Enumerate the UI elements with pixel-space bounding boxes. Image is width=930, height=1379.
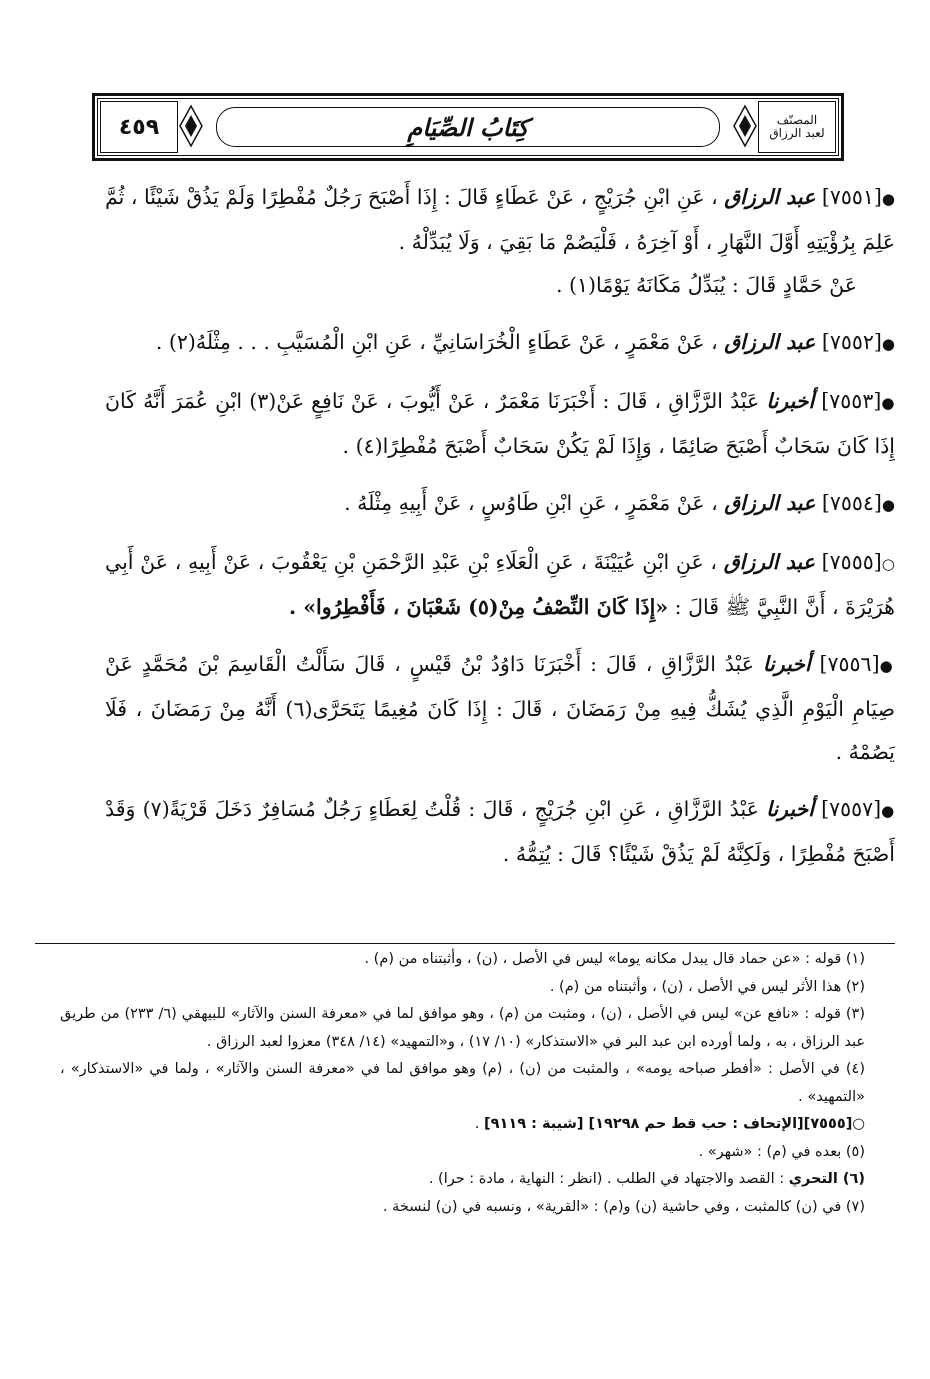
page-number-box — [100, 101, 178, 153]
paragraph-hammad — [105, 264, 895, 307]
title-band — [216, 107, 720, 147]
footnote-5 — [60, 1139, 865, 1167]
footnotes — [60, 946, 865, 1221]
footnote-2 — [60, 974, 865, 1002]
footnote-text: (٢) هذا الأثر ليس في الأصل ، (ن) ، وأثبتناه من (م) . — [549, 978, 865, 995]
footnote-text: . — [474, 1116, 485, 1132]
paragraph-7556 — [105, 643, 895, 774]
entry-text: عَبْدُ الرَّزَّاقِ ، قَالَ : أَخْبَرَنَا دَاوُدُ بْنُ قَيْسٍ ، قَالَ سَأَلْتُ الْقَاسِمَ بْنَ مُحَمَّدٍ عَنْ صِيَامِ الْيَوْمِ الَّذِي يُشَكُّ فِيهِ مِنْ رَمَضَانَ ، قَالَ : إِذَا كَانَ مُغِيمًا يَتَحَرَّى(٦) أَنَّهُ مِنْ رَمَضَانَ ، فَلَا يَصُمْهُ . — [105, 652, 896, 764]
entry-number: [٧٥٥٤] — [821, 491, 882, 515]
entry-number: [٧٥٥٥] — [821, 550, 882, 574]
entry-number: [٧٥٥٣] — [821, 389, 882, 413]
entry-text: ، عَنِ ابْنِ عُيَيْنَةَ ، عَنِ الْعَلَاءِ بْنِ عَبْدِ الرَّحْمَنِ بْنِ يَعْقُوبَ ، عَنْ أَبِيهِ ، عَنْ أَبِي هُرَيْرَةَ ، أَنَّ النَّبِيَّ ﷺ قَالَ : — [105, 550, 895, 619]
book-logo-line1: المصنّف — [776, 113, 818, 127]
footnote-4 — [60, 1056, 865, 1111]
entry-text: ، عَنْ مَعْمَرٍ ، عَنِ ابْنِ طَاوُسٍ ، عَنْ أَبِيهِ مِثْلَهُ . — [344, 491, 718, 515]
entry-text: عَنْ حَمَّادٍ قَالَ : يُبَدِّلُ مَكَانَهُ يَوْمًا(١) . — [555, 273, 857, 297]
hadith-text: «إِذَا كَانَ النِّصْفُ مِنْ(٥) شَعْبَانَ ، فَأَفْطِرُوا» . — [288, 595, 669, 619]
footnote-label: (٦) التحري — [788, 1171, 865, 1187]
footnote-divider — [35, 943, 895, 944]
page-number: ٤٥٩ — [118, 114, 160, 140]
footnote-6 — [60, 1166, 865, 1194]
book-logo-box — [758, 101, 836, 153]
entry-number: [٧٥٥٦] — [819, 652, 880, 676]
entry-marker: ● — [881, 190, 895, 208]
entry-lead: عبد الرزاق — [724, 330, 816, 354]
entry-lead: أخبرنا — [766, 389, 815, 413]
paragraph-7551 — [105, 176, 895, 264]
ornament-left-icon — [178, 101, 204, 151]
footnote-text: (٧) في (ن) كالمثبت ، وفي حاشية (ن) و(م) : «القرية» ، ونسبه في (ن) لنسخة . — [382, 1198, 865, 1215]
book-logo — [769, 114, 824, 140]
ornament-right-icon — [732, 101, 758, 151]
footnote-text: (٣) قوله : «نافع عن» ليس في الأصل ، (ن) ، ومثبت من (م) ، وهو موافق لما في «معرفة السنن والآثار» للبيهقي (٦/ ٢٣٣) من طريق عبد الرزاق ، به ، ولما أورده ابن عبد البر في «الاستذكار» (١٠/ ١٧) ، و«التمهيد» (١٤/ ٣٤٨) معزوا لعبد الرزاق . — [60, 1006, 865, 1050]
footnote-text: (١) قوله : «عن حماد قال يبدل مكانه يوما» ليس في الأصل ، (ن) ، وأثبتناه من (م) . — [364, 951, 865, 967]
paragraph-7552 — [105, 321, 895, 366]
book-logo-line2: لعبد الرزاق — [769, 126, 825, 140]
entry-text: عَبْدُ الرَّزَّاقِ ، قَالَ : أَخْبَرَنَا مَعْمَرٌ ، عَنْ أَيُّوبَ ، عَنْ نَافِعٍ عَنْ(٣) ابْنِ عُمَرَ أَنَّهُ كَانَ إِذَا كَانَ سَحَابٌ أَصْبَحَ صَائِمًا ، وَإِذَا لَمْ يَكُنْ سَحَابٌ أَصْبَحَ مُفْطِرًا(٤) . — [105, 389, 895, 458]
footnote-7 — [60, 1194, 865, 1222]
entry-marker: ○ — [881, 555, 895, 573]
paragraph-7555 — [105, 541, 895, 629]
entry-marker: ● — [881, 802, 895, 820]
entry-number: [٧٥٥٧] — [821, 797, 882, 821]
footnote-1 — [60, 946, 865, 974]
footnote-7555-ref — [60, 1111, 865, 1139]
footnote-3 — [60, 1001, 865, 1056]
footnote-text: : القصد والاجتهاد في الطلب . (انظر : النهاية ، مادة : حرا) . — [428, 1171, 789, 1187]
main-text — [105, 176, 895, 876]
paragraph-7554 — [105, 482, 895, 527]
entry-lead: عبد الرزاق — [723, 550, 815, 574]
entry-marker: ● — [881, 335, 895, 353]
book-title: كِتَابُ الصِّيَامِ — [407, 112, 529, 142]
paragraph-7557 — [105, 788, 895, 876]
entry-marker: ● — [881, 496, 895, 514]
entry-text: ، عَنِ ابْنِ جُرَيْجٍ ، عَنْ عَطَاءٍ قَالَ : إِذَا أَصْبَحَ رَجُلٌ مُفْطِرًا وَلَمْ يَذُقْ شَيْئًا ، ثُمَّ عَلِمَ بِرُؤْيَتِهِ أَوَّلَ النَّهَارِ ، أَوْ آخِرَهُ ، فَلْيَصُمْ مَا بَقِيَ ، وَلَا يُبَدِّلْهُ . — [105, 185, 895, 254]
paragraph-7553 — [105, 380, 895, 468]
entry-text: ، عَنْ مَعْمَرٍ ، عَنْ عَطَاءٍ الْخُرَاسَانِيِّ ، عَنِ ابْنِ الْمُسَيَّبِ . . . مِثْلَهُ(٢) . — [155, 330, 718, 354]
entry-lead: أخبرنا — [766, 797, 814, 821]
entry-lead: عبد الرزاق — [724, 185, 816, 209]
entry-marker: ● — [881, 394, 895, 412]
footnote-text: (٥) بعده في (م) : «شهر» . — [698, 1143, 865, 1160]
entry-number: [٧٥٥٢] — [821, 330, 882, 354]
entry-number: [٧٥٥١] — [821, 185, 882, 209]
entry-marker: ● — [879, 657, 895, 675]
footnote-text: (٤) في الأصل : «أفطر صباحه يومه» ، والمثبت من (ن) ، (م) وهو موافق لما في «معرفة السنن والآثار» ، ولما في «الاستذكار» ، «التمهيد» . — [60, 1061, 865, 1105]
footnote-label: ○[٧٥٥٥][الإتحاف : حب قط حم ١٩٢٩٨] [شيبة : ٩١١٩] — [484, 1116, 865, 1132]
entry-text: عَبْدُ الرَّزَّاقِ ، عَنِ ابْنِ جُرَيْجٍ ، قَالَ : قُلْتُ لِعَطَاءٍ رَجُلٌ مُسَافِرٌ دَخَلَ قَرْيَةً(٧) وَقَدْ أَصْبَحَ مُفْطِرًا ، وَلَكِنَّهُ لَمْ يَذُقْ شَيْئًا؟ قَالَ : يُتِمُّهُ . — [105, 797, 895, 866]
page-header — [92, 93, 844, 161]
entry-lead: أخبرنا — [762, 652, 811, 676]
entry-lead: عبد الرزاق — [724, 491, 816, 515]
